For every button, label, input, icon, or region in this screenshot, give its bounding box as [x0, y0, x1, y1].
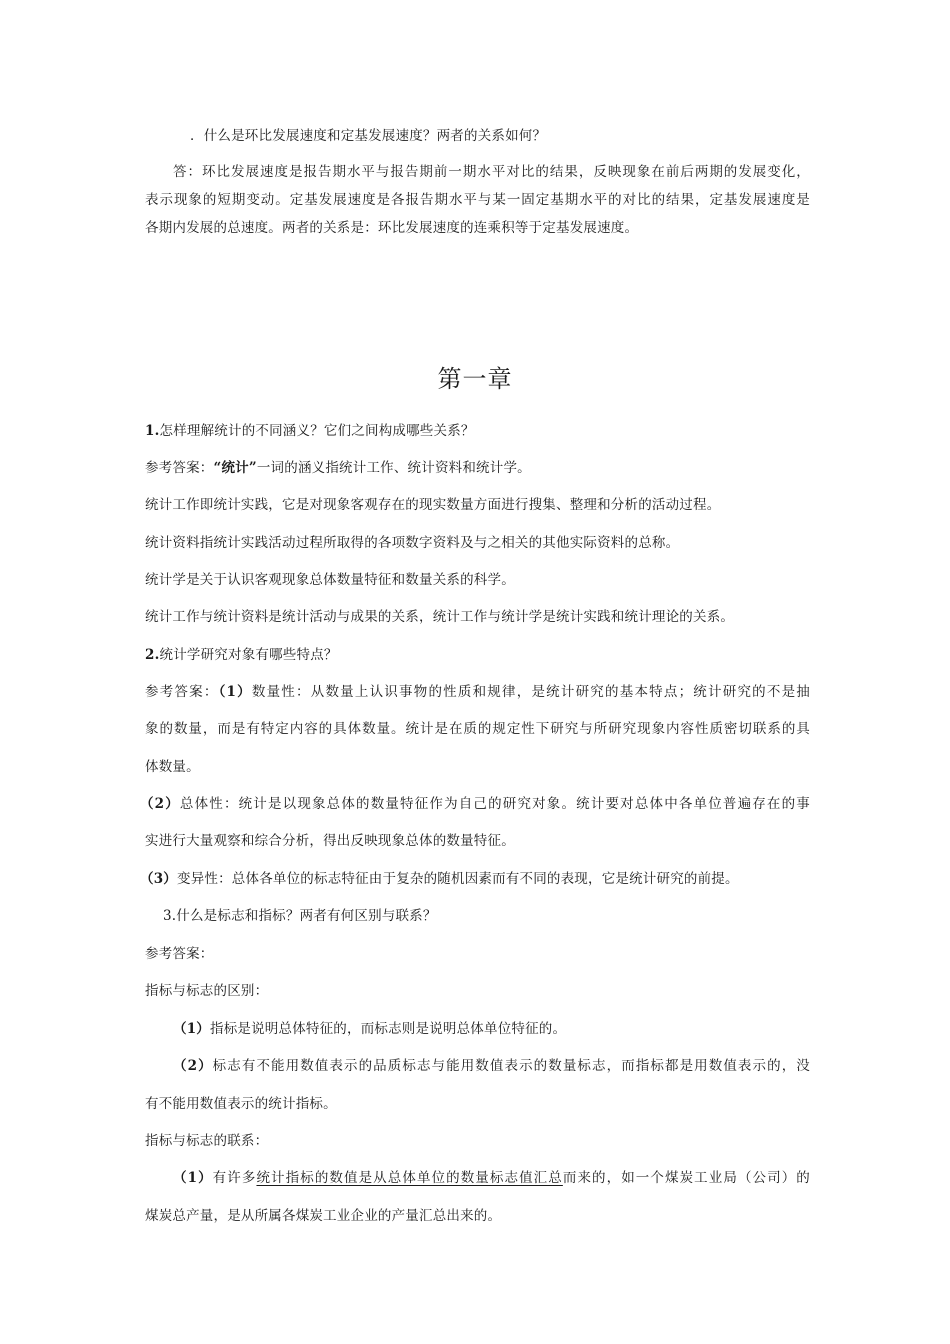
- q2-p1-line-2: 象的数量，而是有特定内容的具体数量。统计是在质的规定性下研究与所研究现象内容性质密切联系的具: [145, 721, 810, 737]
- q1-answer-prefix: 参考答案：: [145, 460, 214, 476]
- q3-answer-label: 参考答案：: [145, 946, 214, 962]
- q3-d1-text: 指标是说明总体特征的，而标志则是说明总体单位特征的。: [210, 1021, 567, 1037]
- q3-l1-underlined: 统计指标的数值是从总体单位的数量标志值汇总: [256, 1170, 563, 1186]
- q2-p3-line: [140, 869, 810, 889]
- q2-p1-text: 数量性：从数量上认识事物的性质和规律，是统计研究的基本特点；统计研究的不是抽: [251, 684, 810, 700]
- q3-l1-post: 而来的，如一个煤炭工业局（公司）的: [562, 1170, 810, 1186]
- q2-p1-number: （1）: [218, 684, 252, 700]
- intro-answer-line-3: 各期内发展的总速度。两者的关系是：环比发展速度的连乘积等于定基发展速度。: [145, 220, 639, 236]
- q3-link-heading: 指标与标志的联系：: [145, 1133, 269, 1149]
- q3-diff-item-1: [173, 1019, 810, 1039]
- q2-p2-line-2: 实进行大量观察和综合分析，得出反映现象总体的数量特征。: [145, 833, 515, 849]
- q3-l1-number: （1）: [173, 1170, 213, 1186]
- q3-l1-pre: 有许多: [212, 1170, 257, 1186]
- q1-text: 怎样理解统计的不同涵义？它们之间构成哪些关系？: [159, 423, 475, 439]
- q1-answer-intro: [145, 458, 810, 478]
- intro-answer-line-1: 答：环比发展速度是报告期水平与报告期前一期水平对比的结果，反映现象在前后两期的发展变化，: [173, 164, 810, 180]
- q2-answer-prefix: 参考答案：: [145, 684, 219, 700]
- q1-question: [145, 421, 810, 441]
- q2-p1-line-1: [145, 682, 810, 702]
- q2-p3-number: （3）: [140, 871, 177, 887]
- chapter-title: 第一章: [437, 365, 513, 393]
- q2-p2-number: （2）: [140, 796, 180, 812]
- q1-line-4: 统计工作与统计资料是统计活动与成果的关系，统计工作与统计学是统计实践和统计理论的关系。: [145, 609, 735, 625]
- q1-line-2: 统计资料指统计实践活动过程所取得的各项数字资料及与之相关的其他实际资料的总称。: [145, 535, 680, 551]
- q3-link-item-1-line-1: [173, 1168, 810, 1188]
- q2-p2-text: 总体性：统计是以现象总体的数量特征作为自己的研究对象。统计要对总体中各单位普遍存在的事: [179, 796, 810, 812]
- q2-p1-line-3: 体数量。: [145, 759, 200, 775]
- q2-question: [145, 645, 810, 665]
- q2-text: 统计学研究对象有哪些特点？: [159, 647, 338, 663]
- q3-diff-item-2-line-1: [173, 1056, 810, 1076]
- q1-number: 1.: [145, 423, 160, 439]
- intro-question: ．什么是环比发展速度和定基发展速度？两者的关系如何？: [190, 128, 547, 144]
- q1-answer-rest: 一词的涵义指统计工作、统计资料和统计学。: [256, 460, 531, 476]
- q2-number: 2.: [145, 647, 160, 663]
- q3-d2-number: （2）: [173, 1058, 213, 1074]
- q3-d1-number: （1）: [173, 1021, 210, 1037]
- q3-question: 3.什么是标志和指标？两者有何区别与联系？: [163, 908, 437, 924]
- q2-p3-text: 变异性：总体各单位的标志特征由于复杂的随机因素而有不同的表现，它是统计研究的前提。: [177, 871, 739, 887]
- q3-diff-heading: 指标与标志的区别：: [145, 983, 269, 999]
- q3-d2-text: 标志有不能用数值表示的品质标志与能用数值表示的数量标志，而指标都是用数值表示的，没: [212, 1058, 810, 1074]
- intro-answer-line-2: 表示现象的短期变动。定基发展速度是各报告期水平与某一固定基期水平的对比的结果，定基发展速度是: [145, 192, 810, 208]
- q1-line-3: 统计学是关于认识客观现象总体数量特征和数量关系的科学。: [145, 572, 515, 588]
- q3-diff-item-2-line-2: 有不能用数值表示的统计指标。: [145, 1096, 337, 1112]
- q1-line-1: 统计工作即统计实践，它是对现象客观存在的现实数量方面进行搜集、整理和分析的活动过程。: [145, 497, 721, 513]
- q2-p2-line-1: [140, 794, 810, 814]
- q3-link-item-1-line-2: 煤炭总产量，是从所属各煤炭工业企业的产量汇总出来的。: [145, 1208, 502, 1224]
- q1-answer-quote: “统计”: [213, 460, 257, 476]
